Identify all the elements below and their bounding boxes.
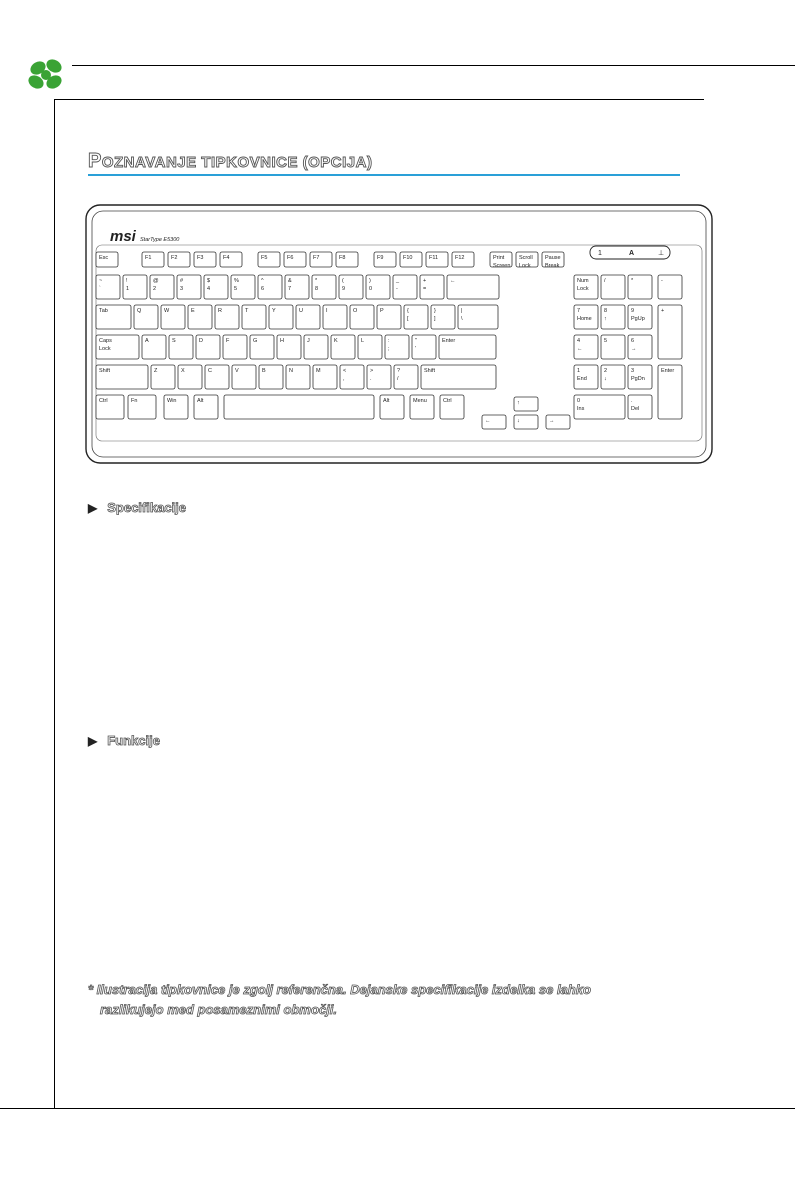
numpad-13-label: PgDn	[631, 376, 645, 382]
key-num-4-label: 4	[207, 286, 211, 292]
key-top-4-label: R	[218, 308, 222, 314]
key-top-11-label: [	[407, 316, 409, 322]
key-bot-9-label: .	[370, 376, 372, 382]
key-num-9-label: (	[342, 278, 344, 284]
key-top-13-label: |	[461, 308, 463, 314]
footnote-line-2: razlikujejo med posameznimi območji.	[100, 1002, 337, 1017]
key-5-label: F5	[261, 255, 268, 261]
key-9-label: F9	[377, 255, 384, 261]
key-num-13-label: ←	[450, 278, 456, 284]
numpad-9-label: 5	[604, 338, 608, 344]
key-top-7-label: U	[299, 308, 303, 314]
key-home-3-label: D	[199, 338, 203, 344]
key-home-1-label: A	[145, 338, 149, 344]
page-title-cap: P	[88, 150, 102, 172]
key-top-10-label: P	[380, 308, 384, 314]
key-num-0-label: `	[99, 286, 101, 292]
key-4-label: F4	[223, 255, 230, 261]
key-home-9-label: L	[361, 338, 365, 344]
numpad-1-label: /	[604, 278, 606, 284]
key-num-11-label: _	[396, 278, 400, 284]
key-num-1-label: 1	[126, 286, 130, 292]
key-num-0-label: ~	[99, 278, 103, 284]
key-14-label: Lock	[519, 263, 531, 269]
key-top-9-label: O	[353, 308, 358, 314]
key-space-5-label: Alt	[383, 398, 390, 404]
key-home-7-label: J	[307, 338, 310, 344]
key-space-7-label: Ctrl	[443, 398, 452, 404]
key-space-3-label: Alt	[197, 398, 204, 404]
numpad-6-label: PgUp	[631, 316, 645, 322]
key-num-10-label: )	[369, 278, 371, 284]
key-bot-8-label: ,	[343, 376, 345, 382]
key-num-2-label: @	[153, 278, 159, 284]
key-home-8-label: K	[334, 338, 338, 344]
key-bot-10-label: ?	[397, 368, 401, 374]
caps-lock-indicator: A	[629, 250, 635, 257]
numpad-13-label: 3	[631, 368, 635, 374]
key-3-label: F3	[197, 255, 204, 261]
key-num-5-label: 5	[234, 286, 238, 292]
key-bot-1-label: Z	[154, 368, 158, 374]
top-rule	[72, 65, 795, 66]
key-num-8-label: 8	[315, 286, 319, 292]
key-15-label: Break	[545, 263, 560, 269]
key-bot-4-label: V	[235, 368, 239, 374]
key-home-5-label: G	[253, 338, 258, 344]
key-top-1-label: Q	[137, 308, 142, 314]
key-arrow-up-label: ↑	[517, 400, 520, 406]
spec-label: Specifikacije	[107, 500, 187, 515]
func-label: Funkcije	[107, 733, 160, 748]
numpad-15-label: Ins	[577, 406, 585, 412]
numpad-2-label: *	[631, 278, 634, 284]
spec-heading	[88, 500, 186, 515]
key-num-6-label: ^	[261, 278, 264, 284]
key-top-0-label: Tab	[99, 308, 108, 314]
key-home-6-label: H	[280, 338, 284, 344]
key-14-label: Scroll	[519, 255, 533, 261]
key-top-3-label: E	[191, 308, 195, 314]
key-top-2-label: W	[164, 308, 170, 314]
key-bot-9-label: >	[370, 368, 374, 374]
key-arrow-right-label: →	[549, 418, 555, 424]
page-title	[88, 150, 372, 173]
num-lock-indicator: 1	[598, 250, 602, 257]
key-bot-8-label: <	[343, 368, 347, 374]
bottom-rule	[0, 1108, 795, 1109]
numpad-12-label: 2	[604, 368, 608, 374]
key-bot-3-label: C	[208, 368, 212, 374]
keyboard-keys	[96, 252, 682, 429]
key-home-2-label: S	[172, 338, 176, 344]
numpad-10-label: →	[631, 346, 637, 352]
key-bot-11-label: Shift	[424, 368, 436, 374]
numpad-16-label: .	[631, 398, 633, 404]
key-top-13	[458, 305, 498, 329]
key-home-11-label: '	[415, 346, 417, 352]
numpad-8-label: 4	[577, 338, 581, 344]
key-top-13-label: \	[461, 316, 463, 322]
key-arrow-down-label: ↓	[517, 418, 520, 424]
key-space-0-label: Ctrl	[99, 398, 108, 404]
numpad-14-label: Enter	[661, 368, 675, 374]
key-top-12-label: }	[434, 308, 436, 314]
triangle-bullet-icon: ▶	[88, 501, 98, 515]
key-num-11-label: -	[396, 286, 398, 292]
key-bot-10-label: /	[397, 376, 399, 382]
key-13-label: Print	[493, 255, 505, 261]
footnote	[88, 980, 728, 1020]
second-rule	[54, 99, 704, 100]
key-num-12-label: =	[423, 286, 427, 292]
numpad-8-label: ←	[577, 346, 583, 352]
scroll-lock-indicator: ⊥	[658, 250, 665, 257]
left-margin-rule	[54, 99, 55, 1109]
numpad-5-label: ↑	[604, 316, 607, 322]
key-12-label: F12	[455, 255, 465, 261]
key-6-label: F6	[287, 255, 294, 261]
key-home-12-label: Enter	[442, 338, 456, 344]
key-num-4-label: $	[207, 278, 211, 284]
key-15-label: Pause	[545, 255, 561, 261]
numpad-0-label: Lock	[577, 286, 589, 292]
numpad-5-label: 8	[604, 308, 608, 314]
key-space-4	[224, 395, 374, 419]
key-2-label: F2	[171, 255, 178, 261]
clover-logo-icon	[22, 56, 72, 96]
numpad-11-label: End	[577, 376, 587, 382]
key-7-label: F7	[313, 255, 320, 261]
key-space-6-label: Menu	[413, 398, 427, 404]
key-top-12-label: ]	[434, 316, 436, 322]
func-heading	[88, 733, 160, 748]
keyboard-model: StarType E5300	[140, 237, 180, 243]
key-bot-2-label: X	[181, 368, 185, 374]
key-home-10-label: ;	[388, 346, 390, 352]
key-num-8-label: *	[315, 278, 318, 284]
key-0-label: Esc	[99, 255, 109, 261]
key-home-0-label: Lock	[99, 346, 111, 352]
key-bot-7-label: M	[316, 368, 321, 374]
triangle-bullet-icon: ▶	[88, 734, 98, 748]
key-home-10-label: :	[388, 338, 390, 344]
key-bot-6-label: N	[289, 368, 293, 374]
key-home-4-label: F	[226, 338, 230, 344]
key-bot-5-label: B	[262, 368, 266, 374]
keyboard-illustration	[84, 203, 714, 465]
key-11-label: F11	[429, 255, 439, 261]
key-top-5-label: T	[245, 308, 249, 314]
numpad-4-label: 7	[577, 308, 581, 314]
numpad-10-label: 6	[631, 338, 635, 344]
numpad-11-label: 1	[577, 368, 581, 374]
keyboard-brand-logo: msi	[110, 228, 136, 245]
key-num-10-label: 0	[369, 286, 373, 292]
key-num-6-label: 6	[261, 286, 265, 292]
key-top-11-label: {	[407, 308, 409, 314]
key-num-12-label: +	[423, 278, 427, 284]
numpad-4-label: Home	[577, 316, 592, 322]
key-num-5-label: %	[234, 278, 239, 284]
numpad-7-label: +	[661, 308, 665, 314]
key-8-label: F8	[339, 255, 346, 261]
key-num-3-label: #	[180, 278, 184, 284]
key-1-label: F1	[145, 255, 152, 261]
key-10-label: F10	[403, 255, 413, 261]
key-13-label: Screen	[493, 263, 511, 269]
numpad-16-label: Del	[631, 406, 640, 412]
key-space-2-label: Win	[167, 398, 177, 404]
numpad-3-label: -	[661, 278, 663, 284]
key-num-1-label: !	[126, 278, 128, 284]
page-title-rest: OZNAVANJE TIPKOVNICE (OPCIJA)	[101, 154, 373, 171]
key-top-6-label: Y	[272, 308, 276, 314]
footnote-line-1: * Ilustracija tipkovnice je zgolj referenčna. Dejanske specifikacije izdelka se lahko	[88, 982, 591, 997]
key-top-8-label: I	[326, 308, 328, 314]
key-num-7-label: &	[288, 278, 292, 284]
numpad-6-label: 9	[631, 308, 635, 314]
numpad-0-label: Num	[577, 278, 589, 284]
title-underline	[88, 174, 680, 176]
key-arrow-left-label: ←	[485, 418, 491, 424]
key-num-9-label: 9	[342, 286, 346, 292]
key-bot-0-label: Shift	[99, 368, 111, 374]
key-space-1-label: Fn	[131, 398, 138, 404]
key-home-0-label: Caps	[99, 338, 112, 344]
numpad-15-label: 0	[577, 398, 581, 404]
key-num-2-label: 2	[153, 286, 157, 292]
numpad-12-label: ↓	[604, 376, 607, 382]
key-num-7-label: 7	[288, 286, 292, 292]
key-num-3-label: 3	[180, 286, 184, 292]
key-home-11-label: "	[415, 338, 417, 344]
